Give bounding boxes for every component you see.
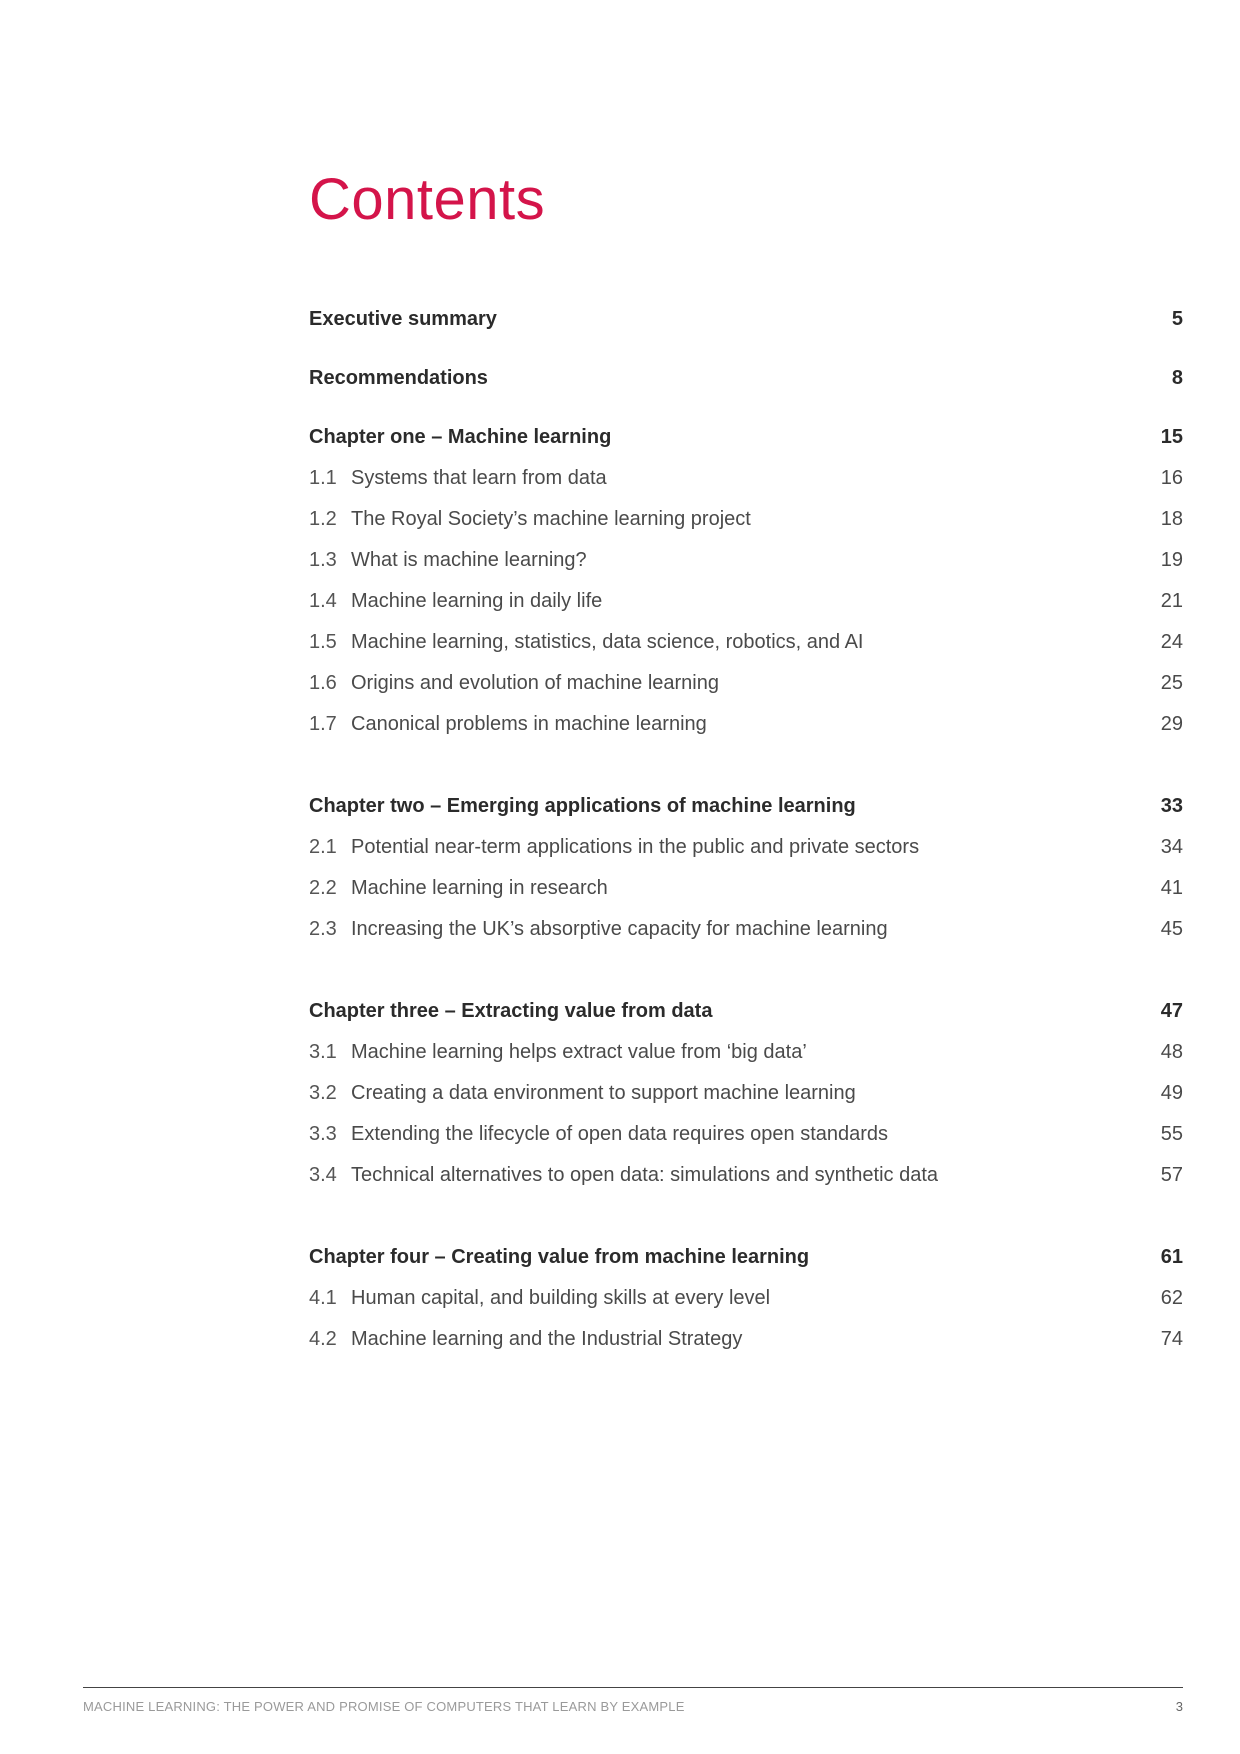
toc-chapter-title: Chapter one – Machine learning: [309, 426, 612, 448]
toc-chapter-title: Chapter two – Emerging applications of machine learning: [309, 795, 856, 817]
toc-section-title: Machine learning in research: [351, 877, 608, 899]
toc-entry-title: Recommendations: [309, 367, 488, 389]
toc-entry-title: Executive summary: [309, 308, 497, 330]
toc-section-3-1[interactable]: [309, 1032, 1183, 1073]
toc-section-1-5[interactable]: [309, 622, 1183, 663]
toc-chapter-three[interactable]: [309, 991, 1183, 1032]
toc-section-3-4[interactable]: [309, 1155, 1183, 1196]
toc-section-1-4[interactable]: [309, 581, 1183, 622]
toc-section-title: Potential near-term applications in the public and private sectors: [351, 836, 920, 858]
toc-section-number: 1.7: [309, 713, 337, 735]
toc-entry-page: 5: [1171, 308, 1183, 330]
toc-section-1-2[interactable]: [309, 499, 1183, 540]
toc-section-3-2[interactable]: [309, 1073, 1183, 1114]
toc-section-number: 3.3: [309, 1123, 337, 1145]
running-footer: MACHINE LEARNING: THE POWER AND PROMISE OF COMPUTERS THAT LEARN BY EXAMPLE: [83, 1699, 685, 1714]
toc-section-page: 74: [1160, 1328, 1183, 1350]
toc-chapter-four[interactable]: [309, 1237, 1183, 1278]
toc-section-page: 16: [1160, 467, 1183, 489]
toc-section-page: 34: [1160, 836, 1183, 858]
toc-section-page: 24: [1160, 631, 1183, 653]
toc-entry-page: 8: [1171, 367, 1183, 389]
toc-section-title: Increasing the UK’s absorptive capacity for machine learning: [351, 918, 888, 940]
toc-chapter-page: 61: [1160, 1246, 1183, 1268]
table-of-contents: [309, 299, 1183, 1360]
page-title: Contents: [309, 167, 546, 232]
toc-section-2-1[interactable]: [309, 827, 1183, 868]
toc-section-number: 1.3: [309, 549, 337, 571]
toc-section-2-3[interactable]: [309, 909, 1183, 950]
toc-section-title: Origins and evolution of machine learning: [351, 672, 719, 694]
toc-section-title: Machine learning helps extract value from ‘big data’: [351, 1041, 807, 1063]
toc-section-page: 25: [1160, 672, 1183, 694]
toc-entry-recommendations[interactable]: [309, 358, 1183, 399]
toc-section-page: 49: [1160, 1082, 1183, 1104]
toc-section-title: Systems that learn from data: [351, 467, 607, 489]
toc-section-title: The Royal Society’s machine learning project: [351, 508, 751, 530]
toc-section-number: 3.2: [309, 1082, 337, 1104]
toc-section-1-6[interactable]: [309, 663, 1183, 704]
toc-section-page: 19: [1160, 549, 1183, 571]
toc-entry-executive-summary[interactable]: [309, 299, 1183, 340]
toc-section-2-2[interactable]: [309, 868, 1183, 909]
toc-section-number: 4.2: [309, 1328, 337, 1350]
toc-chapter-title: Chapter three – Extracting value from data: [309, 1000, 713, 1022]
toc-section-4-2[interactable]: [309, 1319, 1183, 1360]
toc-section-title: Canonical problems in machine learning: [351, 713, 707, 735]
toc-chapter-title: Chapter four – Creating value from machine learning: [309, 1246, 810, 1268]
toc-section-1-1[interactable]: [309, 458, 1183, 499]
toc-section-number: 1.1: [309, 467, 337, 489]
toc-section-number: 2.1: [309, 836, 337, 858]
toc-chapter-page: 33: [1160, 795, 1183, 817]
toc-section-title: Creating a data environment to support machine learning: [351, 1082, 856, 1104]
toc-section-page: 62: [1160, 1287, 1183, 1309]
toc-section-number: 1.5: [309, 631, 337, 653]
toc-chapter-page: 15: [1160, 426, 1183, 448]
toc-section-number: 4.1: [309, 1287, 337, 1309]
toc-section-1-3[interactable]: [309, 540, 1183, 581]
toc-section-title: Human capital, and building skills at every level: [351, 1287, 771, 1309]
toc-section-1-7[interactable]: [309, 704, 1183, 745]
toc-section-page: 21: [1160, 590, 1183, 612]
toc-section-title: What is machine learning?: [351, 549, 587, 571]
toc-section-page: 45: [1160, 918, 1183, 940]
toc-section-title: Machine learning in daily life: [351, 590, 603, 612]
toc-section-number: 3.1: [309, 1041, 337, 1063]
toc-section-page: 41: [1160, 877, 1183, 899]
toc-section-title: Technical alternatives to open data: simulations and synthetic data: [351, 1164, 939, 1186]
toc-section-page: 48: [1160, 1041, 1183, 1063]
toc-section-number: 2.2: [309, 877, 337, 899]
toc-section-title: Extending the lifecycle of open data requires open standards: [351, 1123, 889, 1145]
toc-section-page: 29: [1160, 713, 1183, 735]
toc-section-page: 18: [1160, 508, 1183, 530]
toc-section-number: 1.2: [309, 508, 337, 530]
toc-chapter-two[interactable]: [309, 786, 1183, 827]
toc-section-title: Machine learning, statistics, data science, robotics, and AI: [351, 631, 864, 653]
toc-section-3-3[interactable]: [309, 1114, 1183, 1155]
toc-section-number: 3.4: [309, 1164, 337, 1186]
toc-section-number: 2.3: [309, 918, 337, 940]
toc-chapter-page: 47: [1160, 1000, 1183, 1022]
toc-section-number: 1.6: [309, 672, 337, 694]
toc-section-4-1[interactable]: [309, 1278, 1183, 1319]
toc-section-title: Machine learning and the Industrial Strategy: [351, 1328, 743, 1350]
footer-divider: [83, 1687, 1183, 1688]
toc-section-number: 1.4: [309, 590, 337, 612]
toc-section-page: 55: [1160, 1123, 1183, 1145]
toc-section-page: 57: [1160, 1164, 1183, 1186]
toc-chapter-one[interactable]: [309, 417, 1183, 458]
page-number: 3: [1175, 1699, 1183, 1714]
